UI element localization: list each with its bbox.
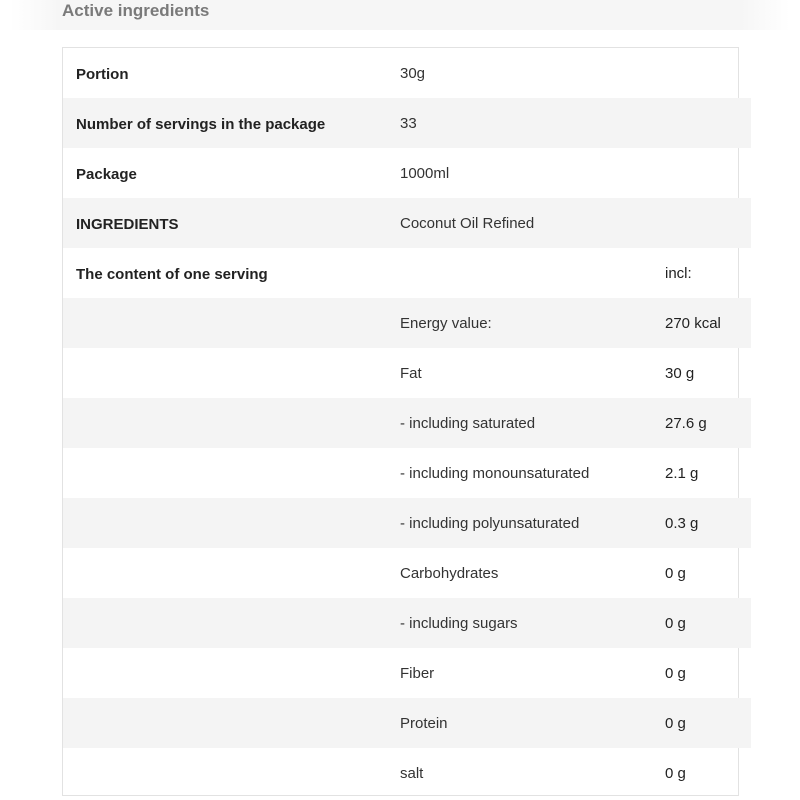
table-row — [63, 748, 751, 798]
row-label: INGREDIENTS — [76, 216, 179, 233]
ingredients-table — [63, 48, 751, 798]
table-row — [63, 198, 751, 248]
row-amount: 0 g — [665, 714, 686, 732]
row-amount: 270 kcal — [665, 314, 721, 332]
row-value: - including monounsaturated — [400, 464, 590, 482]
table-row — [63, 398, 751, 448]
row-amount: 2.1 g — [665, 464, 699, 482]
row-value: 33 — [400, 114, 417, 132]
table-row — [63, 598, 751, 648]
row-value: Fat — [400, 364, 422, 382]
row-value: salt — [400, 764, 424, 782]
row-label — [63, 648, 388, 698]
row-amount: 0 g — [665, 564, 686, 582]
table-row — [63, 48, 751, 98]
table-row — [63, 448, 751, 498]
row-value: Energy value: — [400, 314, 492, 332]
table-row — [63, 298, 751, 348]
row-value: - including polyunsaturated — [400, 514, 580, 532]
row-value: Carbohydrates — [400, 564, 499, 582]
row-amount — [665, 48, 751, 98]
row-label: Portion — [76, 66, 129, 83]
row-label — [63, 348, 388, 398]
row-value: Protein — [400, 714, 448, 732]
table-row — [63, 648, 751, 698]
row-value: - including saturated — [400, 414, 536, 432]
row-amount: 0.3 g — [665, 514, 699, 532]
table-row — [63, 348, 751, 398]
table-row — [63, 148, 751, 198]
table-row — [63, 248, 751, 298]
row-label: Number of servings in the package — [76, 116, 326, 133]
row-value: 30g — [400, 64, 426, 82]
row-amount — [665, 98, 751, 148]
row-label — [63, 498, 388, 548]
row-amount — [665, 198, 751, 248]
ingredients-table-container — [62, 47, 739, 796]
row-label — [63, 448, 388, 498]
row-amount: 30 g — [665, 364, 695, 382]
row-value: Coconut Oil Refined — [400, 214, 535, 232]
table-row — [63, 98, 751, 148]
row-label — [63, 698, 388, 748]
section-title: Active ingredients — [62, 1, 210, 20]
row-value — [388, 248, 665, 298]
row-label — [63, 598, 388, 648]
row-amount: 0 g — [665, 614, 686, 632]
table-row — [63, 698, 751, 748]
row-label — [63, 398, 388, 448]
row-value: 1000ml — [400, 164, 450, 182]
table-row — [63, 498, 751, 548]
row-amount: incl: — [665, 264, 692, 282]
row-label: The content of one serving — [76, 266, 268, 283]
row-amount: 0 g — [665, 764, 686, 782]
row-label — [63, 298, 388, 348]
row-amount: 0 g — [665, 664, 686, 682]
row-value: Fiber — [400, 664, 435, 682]
row-label — [63, 748, 388, 798]
table-row — [63, 548, 751, 598]
row-value: - including sugars — [400, 614, 518, 632]
row-amount — [665, 148, 751, 198]
row-label: Package — [76, 166, 137, 183]
row-label — [63, 548, 388, 598]
row-amount: 27.6 g — [665, 414, 707, 432]
